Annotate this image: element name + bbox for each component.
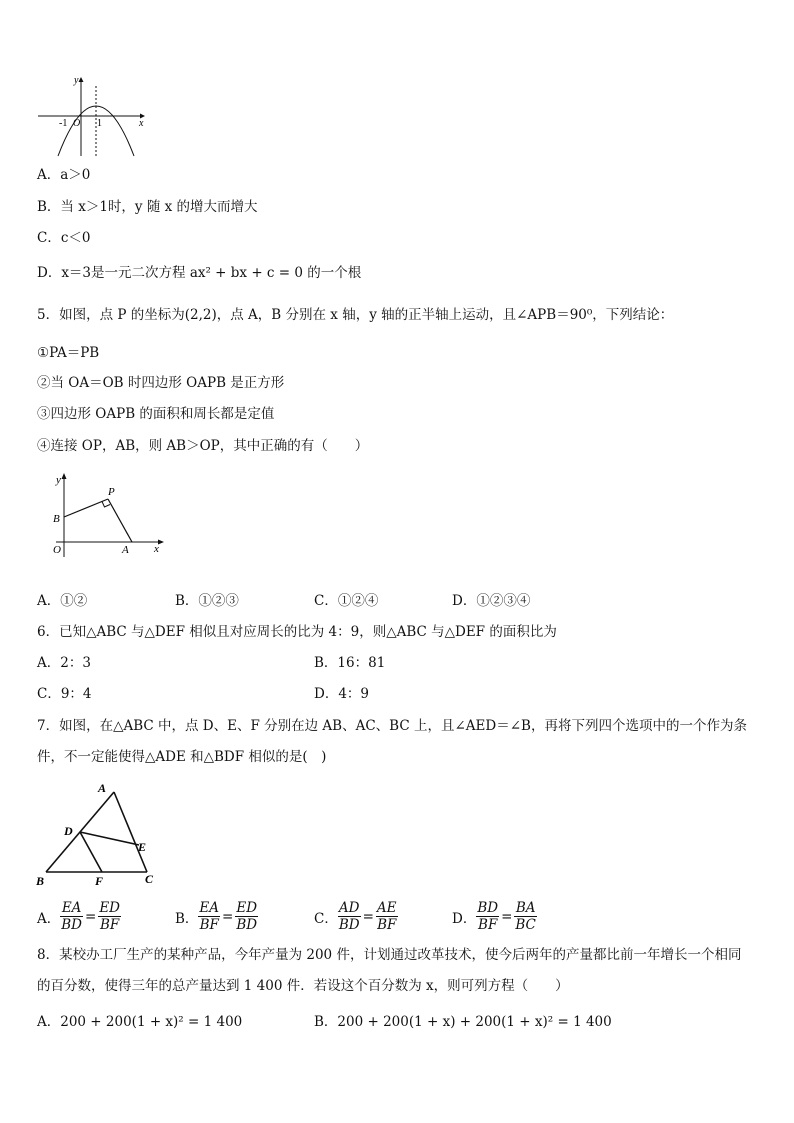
- q4-option-b: B．当 x＞1时，y 随 x 的增大而增大: [37, 199, 258, 215]
- q7-triangle-figure: [32, 778, 162, 890]
- q5-statement-1: ①PA＝PB: [37, 345, 100, 361]
- graph-x-label: x: [139, 118, 144, 129]
- q7-fig-f: F: [95, 874, 104, 888]
- q4-option-d: D．x＝3是一元二次方程 ax² + bx + c = 0 的一个根: [37, 265, 362, 281]
- parabola-graph: [36, 74, 148, 158]
- q5-statement-4: ④连接 OP，AB，则 AB＞OP，其中正确的有（ ）: [37, 438, 369, 454]
- q7-option-d: D． $\frac{BD}{BF}$ = $\frac{BA}{BC}$: [452, 900, 536, 933]
- q5-option-d: D．①②③④: [452, 593, 531, 609]
- graph-y-label: y: [74, 75, 79, 86]
- q7-fig-c: C: [145, 872, 154, 886]
- q8-option-b: B．200 + 200(1 + x) + 200(1 + x)² = 1 400: [314, 1014, 612, 1030]
- q4-option-c: C．c＜0: [37, 230, 91, 246]
- q5-fig-p: P: [108, 486, 115, 498]
- q7-option-b: B． $\frac{EA}{BF}$ = $\frac{ED}{BD}$: [175, 900, 258, 933]
- q6-option-a: A．2：3: [37, 655, 91, 671]
- q8-stem-line2: 的百分数，使得三年的总产量达到 1 400 件．若设这个百分数为 x，则可列方程（ ）: [37, 978, 569, 994]
- q5-fig-x: x: [154, 543, 159, 555]
- q4-option-a: A．a＞0: [37, 167, 91, 183]
- q5-option-c: C．①②④: [314, 593, 379, 609]
- q8-option-a: A．200 + 200(1 + x)² = 1 400: [37, 1014, 243, 1030]
- q7-fig-e: E: [138, 840, 147, 854]
- q7-fig-d: D: [64, 824, 73, 838]
- q6-option-b: B．16：81: [314, 655, 386, 671]
- q5-figure: [50, 471, 168, 559]
- q6-option-d: D．4：9: [314, 686, 370, 702]
- q5-fig-a: A: [122, 544, 129, 556]
- graph-origin: O: [73, 118, 81, 129]
- q5-statement-3: ③四边形 OAPB 的面积和周长都是定值: [37, 406, 275, 422]
- q6-option-c: C．9：4: [37, 686, 92, 702]
- q5-fig-y: y: [56, 474, 61, 486]
- q5-fig-o: O: [53, 544, 61, 556]
- graph-one: 1: [97, 118, 102, 129]
- q8-stem-line1: 8．某校办工厂生产的某种产品，今年产量为 200 件，计划通过改革技术，使今后两年的产量都比前一年增长一个相同: [37, 947, 742, 963]
- q7-fig-a: A: [98, 781, 107, 795]
- q5-option-b: B．①②③: [175, 593, 239, 609]
- q7-option-a: A． $\frac{EA}{BD}$ = $\frac{ED}{BF}$: [37, 900, 120, 933]
- graph-neg-one: -1: [59, 118, 68, 129]
- q7-stem-line2: 件，不一定能使得△ADE 和△BDF 相似的是( ): [37, 749, 327, 765]
- q5-fig-b: B: [53, 513, 60, 525]
- q7-stem-line1: 7．如图，在△ABC 中，点 D、E、F 分别在边 AB、AC、BC 上，且∠AED＝∠B，再将下列四个选项中的一个作为条: [37, 718, 747, 734]
- q5-statement-2: ②当 OA＝OB 时四边形 OAPB 是正方形: [37, 375, 285, 391]
- q7-option-c: C． $\frac{AD}{BD}$ = $\frac{AE}{BF}$: [314, 900, 397, 933]
- q5-option-a: A．①②: [37, 593, 88, 609]
- q6-stem: 6．已知△ABC 与△DEF 相似且对应周长的比为 4：9，则△ABC 与△DEF 的面积比为: [37, 624, 557, 640]
- q5-stem: 5．如图，点 P 的坐标为(2,2)，点 A，B 分别在 x 轴，y 轴的正半轴上运动，且∠APB＝90⁰，下列结论：: [37, 307, 674, 323]
- q7-fig-b: B: [36, 874, 45, 888]
